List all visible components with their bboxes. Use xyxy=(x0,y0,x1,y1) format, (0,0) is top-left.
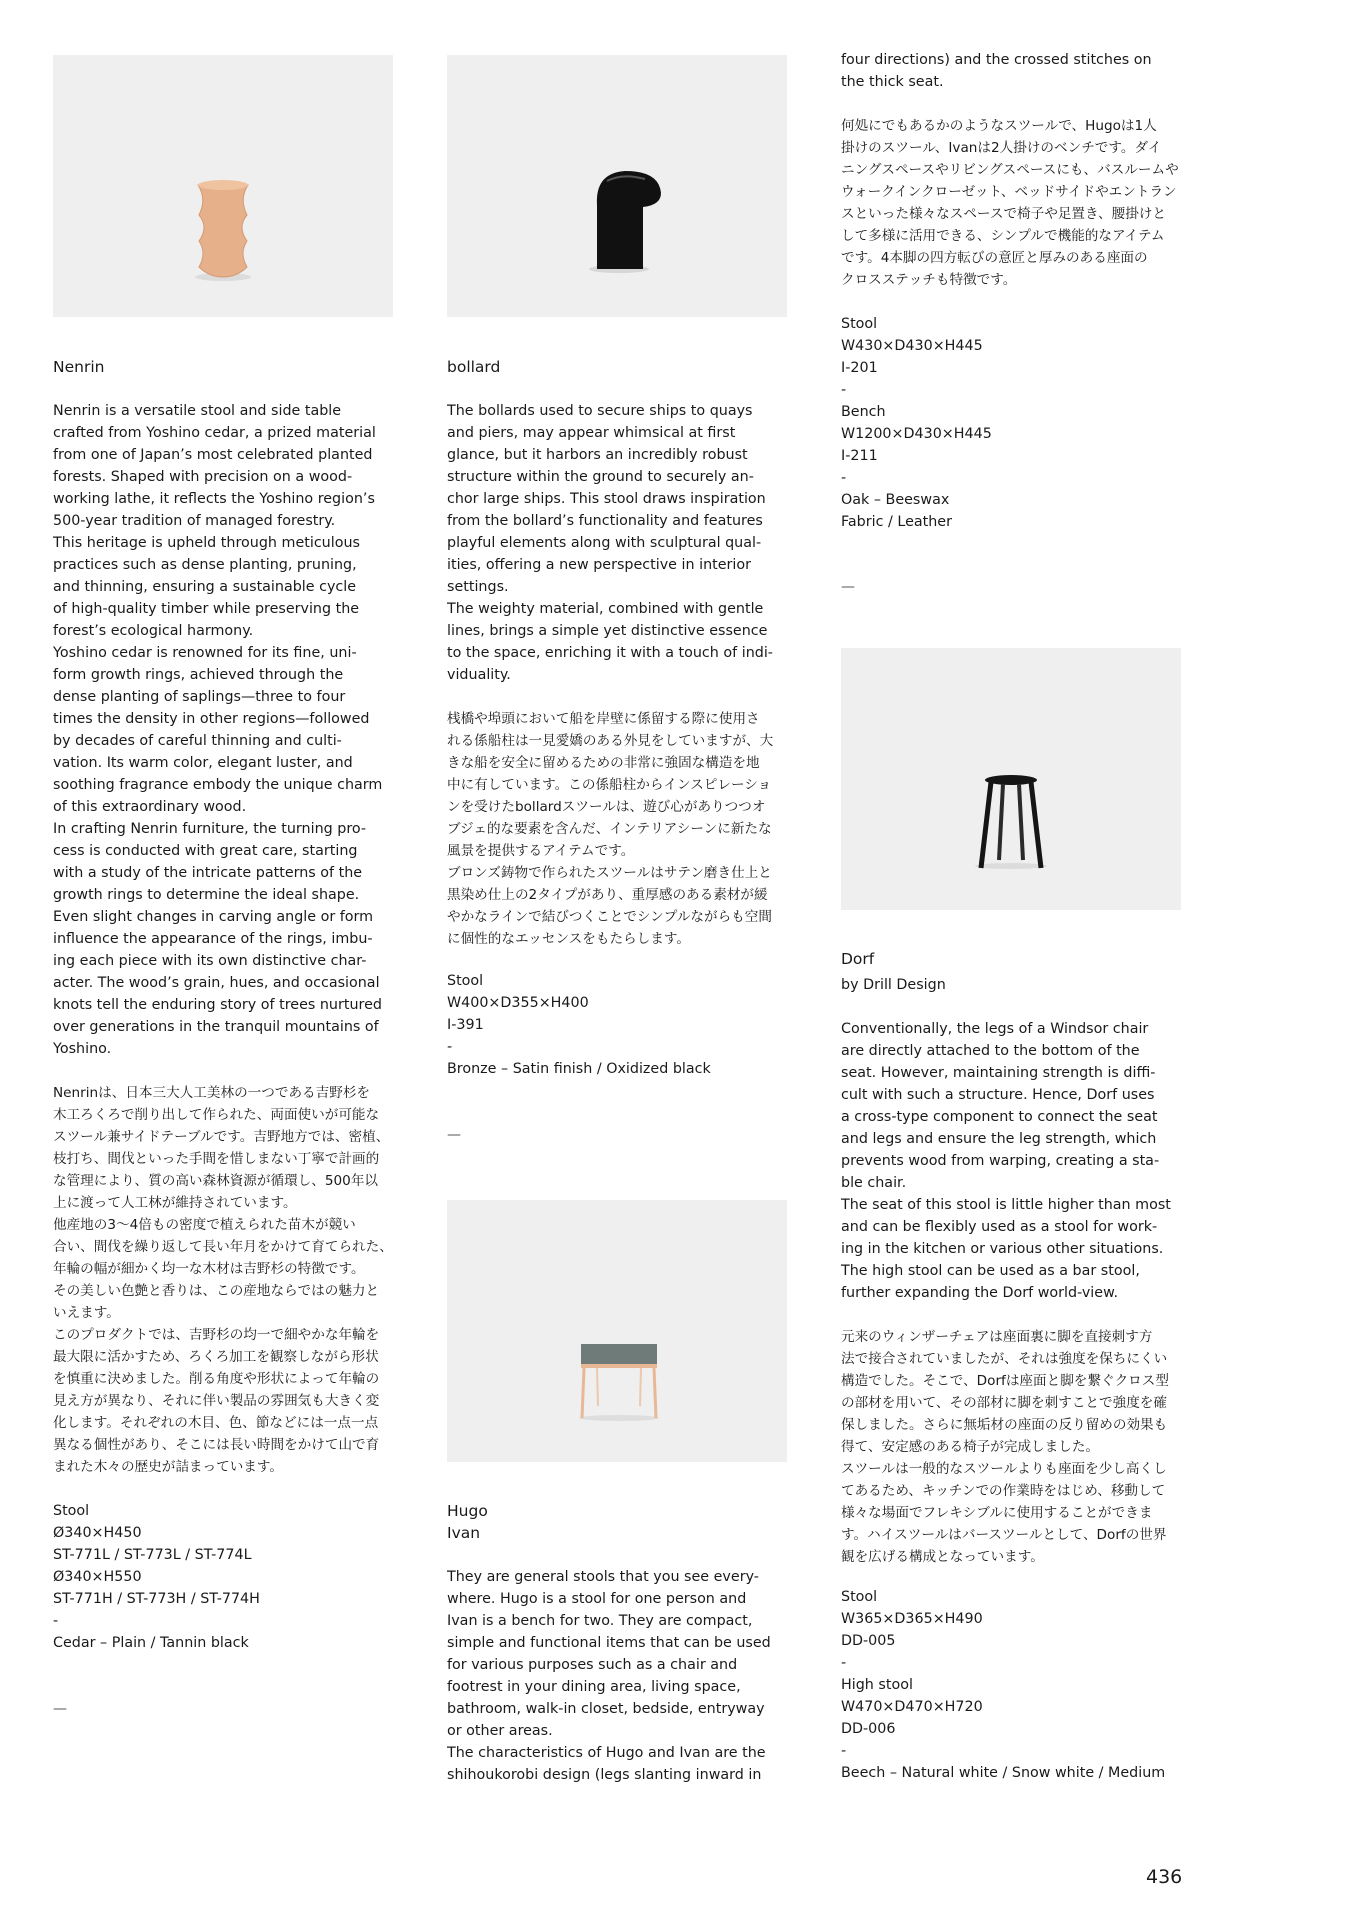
dorf-title: Dorf xyxy=(841,950,875,968)
nenrin-description-en: Nenrin is a versatile stool and side table crafted from Yoshino cedar, a prized material from one of Japan’s most celebrated planted forests. Shaped with precision on a wood- working lathe, it reflects the Yoshino region’s 500-year tradition of managed forestry. This heritage is upheld through meticulous practices such as dense planting, pruning, and thinning, ensuring a sustainable cycle of high-quality timber while preserving the forest’s ecological harmony. Yoshino cedar is renowned for its fine, uni- form growth rings, achieved through the dense planting of saplings—three to four times the density in other regions—followed by decades of careful thinning and culti- vation. Its warm color, elegant luster, and soothing fragrance embody the unique charm of this extraordinary wood. In crafting Nenrin furniture, the turning pro- cess is conducted with great care, starting with a study of the intricate patterns of the growth rings to determine the ideal shape. Even slight changes in carving angle or form influence the appearance of the rings, imbu- ing each piece with its own distinctive char- acter. The wood’s grain, hues, and occasional knots tell the enduring story of trees nurtured over generations in the tranquil mountains of Yoshino. xyxy=(53,403,383,1057)
dorf-spec: Stool W365×D365×H490 DD-005 - High stool W470×D470×H720 DD-006 - Beech – Natural white / Snow white / Medium xyxy=(841,1589,1166,1781)
bollard-description-en: The bollards used to secure ships to quays and piers, may appear whimsical at first glance, but it harbors an incredibly robust structure within the ground to securely an- chor large ships. This stool draws inspiration from the bollard’s functionality and features playful elements along with sculptural qual- ities, offering a new perspective in interior settings. The weighty material, combined with gentle lines, brings a simple yet distinctive essence to the space, enriching it with a touch of indi- viduality. xyxy=(447,403,773,683)
bollard-divider: — xyxy=(447,1127,461,1143)
hugo-stool-image xyxy=(447,1200,787,1462)
dorf-stool-photo xyxy=(841,648,1181,910)
nenrin-divider: — xyxy=(53,1701,67,1717)
bollard-stool-image xyxy=(447,55,787,317)
page-number: 436 xyxy=(1146,1866,1183,1888)
hugo-spec: Stool W430×D430×H445 I-201 - Bench W1200×D430×H445 I-211 - Oak – Beeswax Fabric / Leather xyxy=(841,316,992,530)
dorf-subtitle: by Drill Design xyxy=(841,977,946,993)
hugo-divider: — xyxy=(841,579,855,595)
nenrin-spec: Stool Ø340×H450 ST-771L / ST-773L / ST-774L Ø340×H550 ST-771H / ST-773H / ST-774H - Cedar – Plain / Tannin black xyxy=(53,1503,260,1651)
dorf-description-jp: 元来のウィンザーチェアは座面裏に脚を直接刺す方 法で接合されていましたが、それは強度を保ちにくい 構造でした。そこで、Dorfは座面と脚を繋ぐクロス型 の部材を用いて、その部材に脚を刺すことで強度を確 保しました。さらに無垢材の座面の反り留めの効果も 得て、安定感のある椅子が完成しました。 スツールは一般的なスツールよりも座面を少し高くし てあるため、キッチンでの作業時をはじめ、移動して 様々な場面でフレキシブルに使用することができま す。ハイスツールはバースツールとして、Dorfの世界 観を広げる構成となっています。 xyxy=(841,1329,1169,1565)
bollard-description-jp: 桟橋や埠頭において船を岸壁に係留する際に使用さ れる係船柱は一見愛嬌のある外見をしていますが、大 きな船を安全に留めるための非常に強固な構造を地 中に有しています。この係船柱からインスピレーショ ンを受けたbollardスツールは、遊び心がありつつオ ブジェ的な要素を含んだ、インテリアシーンに新たな 風景を提供するアイテムです。 ブロンズ鋳物で作られたスツールはサテン磨き仕上と 黒染め仕上の2タイプがあり、重厚感のある素材が緩 やかなラインで結びつくことでシンプルながらも空間 に個性的なエッセンスをもたらします。 xyxy=(447,711,774,947)
bollard-spec: Stool W400×D355×H400 I-391 - Bronze – Satin finish / Oxidized black xyxy=(447,973,711,1077)
nenrin-stool-image xyxy=(53,55,393,317)
hugo-description-en: They are general stools that you see every- where. Hugo is a stool for one person and Ivan is a bench for two. They are compact, simple and functional items that can be used for various purposes such as a chair and footrest in your dining area, living space, bathroom, walk-in closet, bedside, entryway or other areas. The characteristics of Hugo and Ivan are the shihoukorobi design (legs slanting inward in xyxy=(447,1569,771,1783)
nenrin-title: Nenrin xyxy=(53,358,105,376)
dorf-stool-image xyxy=(841,648,1181,910)
hugo-description-en-cont: four directions) and the crossed stitches on the thick seat. xyxy=(841,52,1152,90)
bollard-title: bollard xyxy=(447,358,501,376)
dorf-description-en: Conventionally, the legs of a Windsor chair are directly attached to the bottom of the seat. However, maintaining strength is diffi- cult with such a structure. Hence, Dorf uses a cross-type component to connect the seat and legs and ensure the leg strength, which prevents wood from warping, creating a sta- ble chair. The seat of this stool is little higher than most and can be flexibly used as a stool for work- ing in the kitchen or various other situations. The high stool can be used as a bar stool, further expanding the Dorf world-view. xyxy=(841,1021,1171,1301)
hugo-stool-photo xyxy=(447,1200,787,1462)
hugo-description-jp: 何処にでもあるかのようなスツールで、Hugoは1人 掛けのスツール、Ivanは2人掛けのベンチです。ダイ ニングスペースやリビングスペースにも、バスルームや ウォークインクローゼット、ベッドサイドやエントラン スといった様々なスペースで椅子や足置き、腰掛けと して多様に活用できる、シンプルで機能的なアイテム です。4本脚の四方転びの意匠と厚みのある座面の クロスステッチも特徴です。 xyxy=(841,118,1179,288)
nenrin-stool-photo xyxy=(53,55,393,317)
nenrin-description-jp: Nenrinは、日本三大人工美林の一つである吉野杉を 木工ろくろで削り出して作られた、両面使いが可能な スツール兼サイドテーブルです。吉野地方では、密植、 枝打ち、間伐といった手間を惜しまない丁寧で計画的 な管理により、質の高い森林資源が循環し、500年以 上に渡って人工林が維持されています。 他産地の3〜4倍もの密度で植えられた苗木が競い 合い、間伐を繰り返して長い年月をかけて育てられた、 年輪の幅が細かく均一な木材は吉野杉の特徴です。 その美しい色艶と香りは、この産地ならではの魅力と いえます。 このプロダクトでは、吉野杉の均一で細やかな年輪を 最大限に活かすため、ろくろ加工を観察しながら形状 を慎重に決めました。削る角度や形状によって年輪の 見え方が異なり、それに伴い製品の雰囲気も大きく変 化します。それぞれの木目、色、節などには一点一点 異なる個性があり、そこには長い時間をかけて山で育 まれた木々の歴史が詰まっています。 xyxy=(53,1085,393,1475)
hugo-ivan-title: Hugo Ivan xyxy=(447,1502,488,1542)
bollard-stool-photo xyxy=(447,55,787,317)
